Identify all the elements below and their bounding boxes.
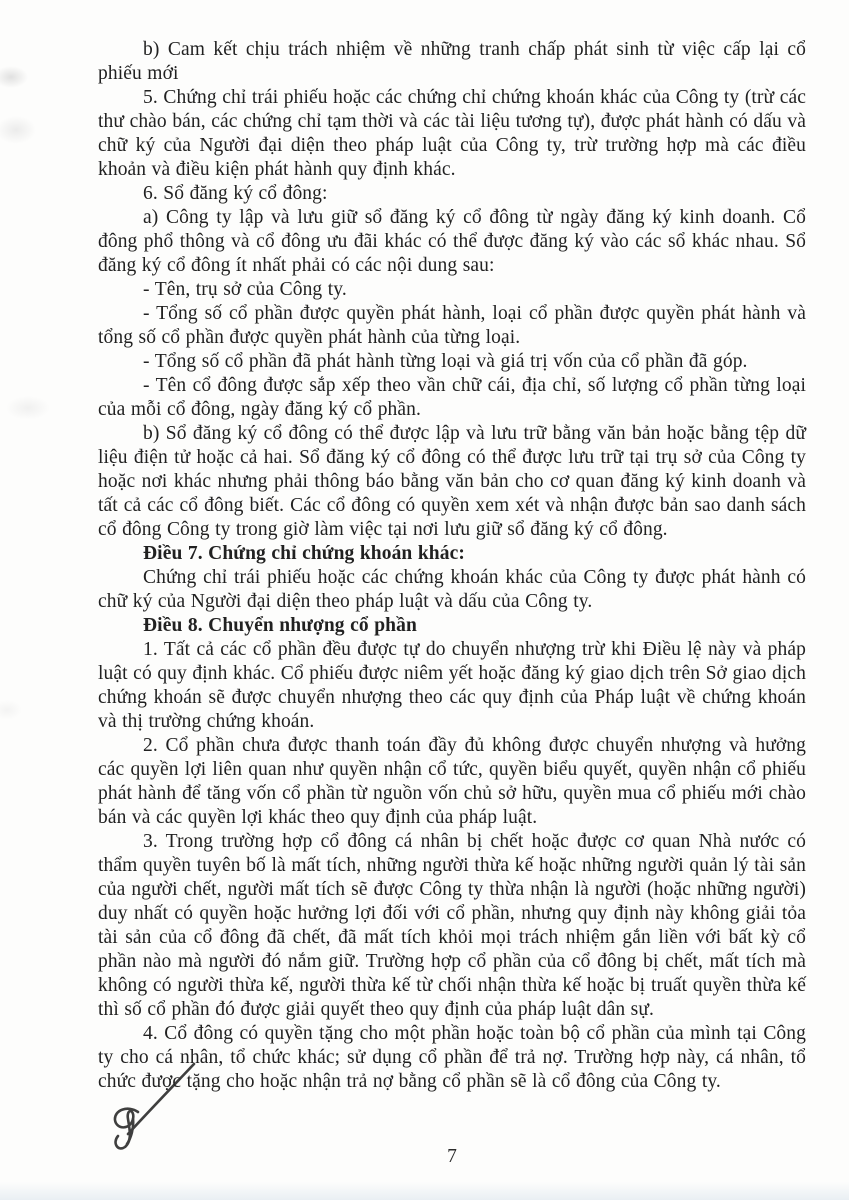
document-body xyxy=(98,38,806,1094)
clause-b-liability: b) Cam kết chịu trách nhiệm về những tranh chấp phát sinh từ việc cấp lại cổ phiếu mới xyxy=(98,39,806,84)
clause-5-bond-certificates: 5. Chứng chỉ trái phiếu hoặc các chứng chỉ chứng khoán khác của Công ty (trừ các thư chào bán, các chứng chỉ tạm thời và các tài liệu tương tự), được phát hành có dấu và chữ ký của Người đại diện theo pháp luật của Công ty, trừ trường hợp mà các điều khoản và điều kiện phát hành quy định khác. xyxy=(98,87,806,180)
article-7-body: Chứng chỉ trái phiếu hoặc các chứng khoán khác của Công ty được phát hành có chữ ký của Người đại diện theo pháp luật và dấu của Công ty. xyxy=(98,567,806,612)
scan-smudge xyxy=(0,116,36,144)
register-item-shareholder-list: - Tên cổ đông được sắp xếp theo vần chữ cái, địa chỉ, số lượng cổ phần từng loại của mỗi cổ đông, ngày đăng ký cổ phần. xyxy=(98,375,806,420)
article-7-heading: Điều 7. Chứng chỉ chứng khoán khác: xyxy=(143,543,465,564)
article-8-clause-3: 3. Trong trường hợp cổ đông cá nhân bị chết hoặc được cơ quan Nhà nước có thẩm quyền tuyên bố là mất tích, những người thừa kế hoặc những người quản lý tài sản của người chết, người mất tích sẽ được Công ty thừa nhận là người (hoặc những người) duy nhất có quyền hoặc hưởng lợi đối với cổ phần, nhưng quy định này không giải tỏa tài sản của cổ đông đã chết, đã mất tích khỏi mọi trách nhiệm gắn liền với bất kỳ cổ phần nào mà người đó nắm giữ. Trường hợp cổ phần của cổ đông bị chết, mất tích mà không có người thừa kế, người thừa kế từ chối nhận thừa kế hoặc bị truất quyền thừa kế thì số cổ phần đó được giải quyết theo quy định của pháp luật dân sự. xyxy=(98,831,806,1020)
scan-smudge xyxy=(0,700,22,720)
scan-smudge xyxy=(0,66,28,88)
clause-6a-register-contents: a) Công ty lập và lưu giữ sổ đăng ký cổ đông từ ngày đăng ký kinh doanh. Cổ đông phổ thông và cổ đông ưu đãi khác có thể được đăng ký vào các sổ khác nhau. Sổ đăng ký cổ đông ít nhất phải có các nội dung sau: xyxy=(98,207,806,276)
clause-6b-register-storage: b) Sổ đăng ký cổ đông có thể được lập và lưu trữ bằng văn bản hoặc bằng tệp dữ liệu điện tử hoặc cả hai. Sổ đăng ký cổ đông có thể được lưu trữ tại trụ sở của Công ty hoặc nơi khác nhưng phải thông báo bằng văn bản cho cơ quan đăng ký kinh doanh và tất cả các cổ đông biết. Các cổ đông có quyền xem xét và nhận được bản sao danh sách cổ đông Công ty trong giờ làm việc tại nơi lưu giữ sổ đăng ký cổ đông. xyxy=(98,423,806,540)
scan-edge-band xyxy=(0,1182,849,1200)
page-number: 7 xyxy=(447,1146,457,1167)
register-item-issued-shares: - Tổng số cổ phần đã phát hành từng loại và giá trị vốn của cổ phần đã góp. xyxy=(143,351,748,372)
article-8-clause-1: 1. Tất cả các cổ phần đều được tự do chuyển nhượng trừ khi Điều lệ này và pháp luật có quy định khác. Cổ phiếu được niêm yết hoặc đăng ký giao dịch trên Sở giao dịch chứng khoán sẽ được chuyển nhượng theo các quy định của Pháp luật về chứng khoán và thị trường chứng khoán. xyxy=(98,639,806,732)
article-8-clause-2: 2. Cổ phần chưa được thanh toán đầy đủ không được chuyển nhượng và hưởng các quyền lợi liên quan như quyền nhận cổ tức, quyền biểu quyết, quyền nhận cổ phiếu phát hành để tăng vốn cổ phần từ nguồn vốn chủ sở hữu, quyền mua cổ phiếu mới chào bán và các quyền lợi khác theo quy định của pháp luật. xyxy=(98,735,806,828)
clause-6-shareholder-register: 6. Sổ đăng ký cổ đông: xyxy=(143,183,328,204)
article-8-clause-4: 4. Cổ đông có quyền tặng cho một phần hoặc toàn bộ cổ phần của mình tại Công ty cho cá nhân, tổ chức khác; sử dụng cổ phần để trả nợ. Trường hợp này, cá nhân, tổ chức được tặng cho hoặc nhận trả nợ bằng cổ phần sẽ là cổ đông của Công ty. xyxy=(98,1023,806,1092)
register-item-authorized-shares: - Tổng số cổ phần được quyền phát hành, loại cổ phần được quyền phát hành và tổng số cổ phần được quyền phát hành của từng loại. xyxy=(98,303,806,348)
scan-smudge xyxy=(6,396,50,420)
register-item-company-name: - Tên, trụ sở của Công ty. xyxy=(143,279,347,300)
article-8-heading: Điều 8. Chuyển nhượng cổ phần xyxy=(143,615,417,636)
